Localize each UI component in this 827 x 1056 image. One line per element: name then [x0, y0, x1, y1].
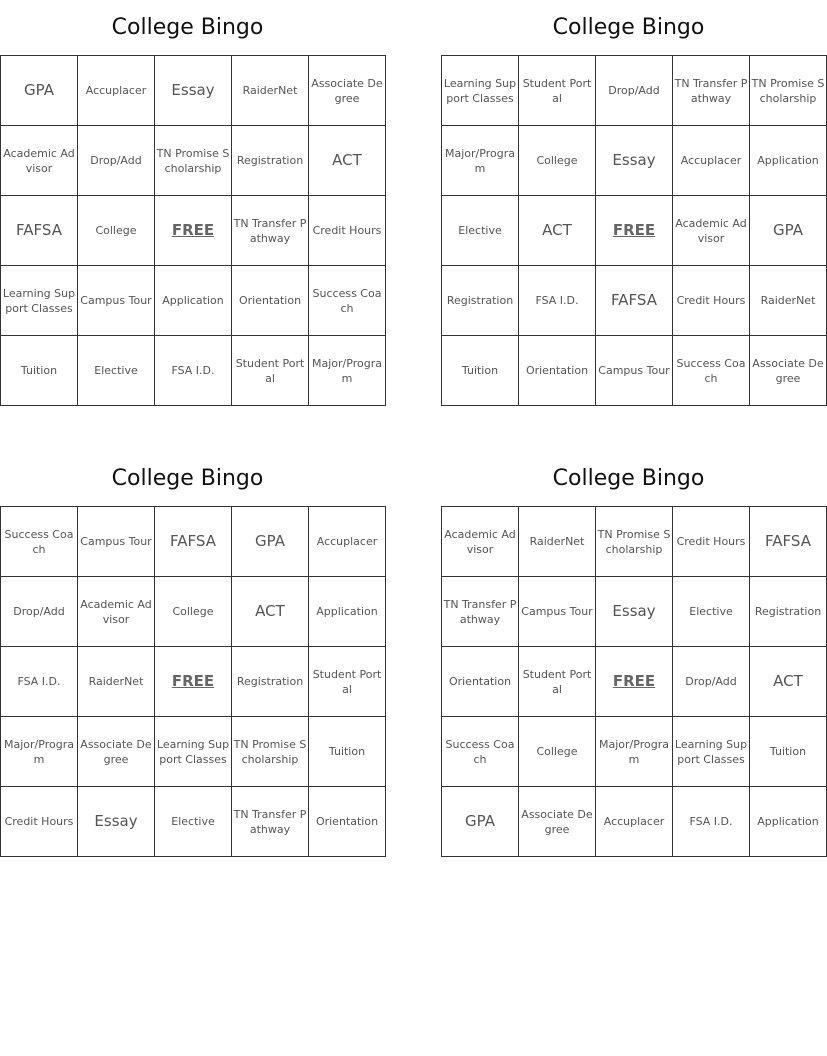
bingo-cell: FAFSA: [155, 507, 232, 577]
bingo-cell: Tuition: [442, 336, 519, 406]
bingo-cell: Orientation: [232, 266, 309, 336]
bingo-cell: Success Coach: [309, 266, 386, 336]
bingo-cell: RaiderNet: [750, 266, 827, 336]
card-title: College Bingo: [111, 15, 264, 40]
bingo-cell: Campus Tour: [78, 507, 155, 577]
bingo-cell: TN Transfer Pathway: [673, 56, 750, 126]
bingo-row: [1, 507, 386, 577]
bingo-card-4: [441, 451, 822, 857]
bingo-cell: ACT: [519, 196, 596, 266]
bingo-cell: TN Promise Scholarship: [232, 717, 309, 787]
bingo-cell: GPA: [442, 787, 519, 857]
bingo-cell: TN Transfer Pathway: [442, 577, 519, 647]
card-title: College Bingo: [552, 466, 705, 491]
bingo-cell: TN Transfer Pathway: [232, 196, 309, 266]
bingo-cell: Academic Advisor: [442, 507, 519, 577]
bingo-cell: FAFSA: [750, 507, 827, 577]
bingo-cell: Student Portal: [232, 336, 309, 406]
bingo-row: [1, 266, 386, 336]
bingo-cell: ACT: [309, 126, 386, 196]
bingo-cell: Orientation: [519, 336, 596, 406]
bingo-cell: Essay: [596, 126, 673, 196]
bingo-cell: Learning Support Classes: [1, 266, 78, 336]
bingo-cell: Academic Advisor: [673, 196, 750, 266]
bingo-row: [1, 56, 386, 126]
bingo-cell: Academic Advisor: [78, 577, 155, 647]
bingo-row: [1, 787, 386, 857]
bingo-row: [442, 647, 827, 717]
bingo-row: [442, 56, 827, 126]
free-space: FREE: [596, 647, 673, 717]
bingo-cell: Success Coach: [673, 336, 750, 406]
bingo-cell: TN Promise Scholarship: [155, 126, 232, 196]
bingo-cell: Learning Support Classes: [155, 717, 232, 787]
free-space: FREE: [596, 196, 673, 266]
bingo-cell: TN Promise Scholarship: [750, 56, 827, 126]
bingo-cell: College: [519, 717, 596, 787]
bingo-cell: Elective: [442, 196, 519, 266]
bingo-cell: Registration: [750, 577, 827, 647]
bingo-cell: Tuition: [309, 717, 386, 787]
bingo-grid: [0, 506, 386, 857]
bingo-cell: GPA: [1, 56, 78, 126]
bingo-row: [442, 717, 827, 787]
bingo-cell: Learning Support Classes: [442, 56, 519, 126]
bingo-row: [442, 577, 827, 647]
bingo-row: [1, 717, 386, 787]
bingo-cell: Major/Program: [596, 717, 673, 787]
bingo-row: [1, 336, 386, 406]
card-title: College Bingo: [552, 15, 705, 40]
bingo-cell: TN Transfer Pathway: [232, 787, 309, 857]
free-space: FREE: [155, 647, 232, 717]
bingo-cell: Essay: [596, 577, 673, 647]
bingo-cell: Associate Degree: [78, 717, 155, 787]
bingo-cell: FAFSA: [596, 266, 673, 336]
bingo-cell: Elective: [78, 336, 155, 406]
bingo-cell: TN Promise Scholarship: [596, 507, 673, 577]
bingo-cell: FSA I.D.: [673, 787, 750, 857]
bingo-cell: Orientation: [442, 647, 519, 717]
bingo-cell: Drop/Add: [1, 577, 78, 647]
bingo-cell: Credit Hours: [673, 507, 750, 577]
bingo-cell: FAFSA: [1, 196, 78, 266]
bingo-cell: Academic Advisor: [1, 126, 78, 196]
bingo-cell: FSA I.D.: [519, 266, 596, 336]
bingo-cell: RaiderNet: [78, 647, 155, 717]
bingo-cell: Orientation: [309, 787, 386, 857]
bingo-cell: Credit Hours: [673, 266, 750, 336]
bingo-row: [1, 577, 386, 647]
bingo-cell: Accuplacer: [673, 126, 750, 196]
bingo-cell: Accuplacer: [309, 507, 386, 577]
bingo-cell: Associate Degree: [519, 787, 596, 857]
bingo-cell: College: [519, 126, 596, 196]
bingo-cell: ACT: [750, 647, 827, 717]
bingo-cell: Learning Support Classes: [673, 717, 750, 787]
bingo-grid: [0, 55, 386, 406]
bingo-cell: Tuition: [750, 717, 827, 787]
bingo-cell: College: [155, 577, 232, 647]
bingo-cell: Campus Tour: [78, 266, 155, 336]
bingo-cell: Registration: [232, 126, 309, 196]
bingo-cell: Associate Degree: [309, 56, 386, 126]
bingo-row: [442, 507, 827, 577]
bingo-cell: FSA I.D.: [155, 336, 232, 406]
bingo-cell: Associate Degree: [750, 336, 827, 406]
bingo-cell: Drop/Add: [596, 56, 673, 126]
bingo-cell: Campus Tour: [519, 577, 596, 647]
bingo-cell: Student Portal: [309, 647, 386, 717]
bingo-row: [442, 196, 827, 266]
bingo-cell: Major/Program: [1, 717, 78, 787]
bingo-cell: Success Coach: [1, 507, 78, 577]
bingo-row: [1, 196, 386, 266]
bingo-cell: Student Portal: [519, 56, 596, 126]
bingo-row: [1, 126, 386, 196]
bingo-card-3: [0, 451, 382, 857]
bingo-cell: RaiderNet: [519, 507, 596, 577]
bingo-cell: Success Coach: [442, 717, 519, 787]
card-title: College Bingo: [111, 466, 264, 491]
bingo-grid: [441, 55, 827, 406]
bingo-cell: Registration: [442, 266, 519, 336]
bingo-cell: Accuplacer: [596, 787, 673, 857]
bingo-card-1: [0, 0, 383, 406]
bingo-cell: Elective: [155, 787, 232, 857]
bingo-cell: Major/Program: [309, 336, 386, 406]
bingo-cell: Application: [750, 787, 827, 857]
bingo-cell: College: [78, 196, 155, 266]
bingo-cell: Essay: [78, 787, 155, 857]
bingo-row: [442, 126, 827, 196]
bingo-cell: Application: [750, 126, 827, 196]
bingo-cell: GPA: [750, 196, 827, 266]
bingo-cell: Application: [309, 577, 386, 647]
free-space: FREE: [155, 196, 232, 266]
bingo-cell: Accuplacer: [78, 56, 155, 126]
bingo-cell: Major/Program: [442, 126, 519, 196]
bingo-cell: Application: [155, 266, 232, 336]
bingo-row: [442, 266, 827, 336]
bingo-grid: [441, 506, 827, 857]
bingo-row: [442, 336, 827, 406]
bingo-cell: Credit Hours: [1, 787, 78, 857]
bingo-card-2: [441, 0, 825, 406]
bingo-cell: Registration: [232, 647, 309, 717]
bingo-cell: FSA I.D.: [1, 647, 78, 717]
bingo-cell: Elective: [673, 577, 750, 647]
bingo-cell: Drop/Add: [78, 126, 155, 196]
bingo-cell: GPA: [232, 507, 309, 577]
bingo-cell: Essay: [155, 56, 232, 126]
bingo-cell: ACT: [232, 577, 309, 647]
bingo-cell: Drop/Add: [673, 647, 750, 717]
bingo-cell: Campus Tour: [596, 336, 673, 406]
bingo-cell: Tuition: [1, 336, 78, 406]
bingo-cell: Student Portal: [519, 647, 596, 717]
bingo-row: [442, 787, 827, 857]
bingo-cell: RaiderNet: [232, 56, 309, 126]
bingo-row: [1, 647, 386, 717]
bingo-cell: Credit Hours: [309, 196, 386, 266]
